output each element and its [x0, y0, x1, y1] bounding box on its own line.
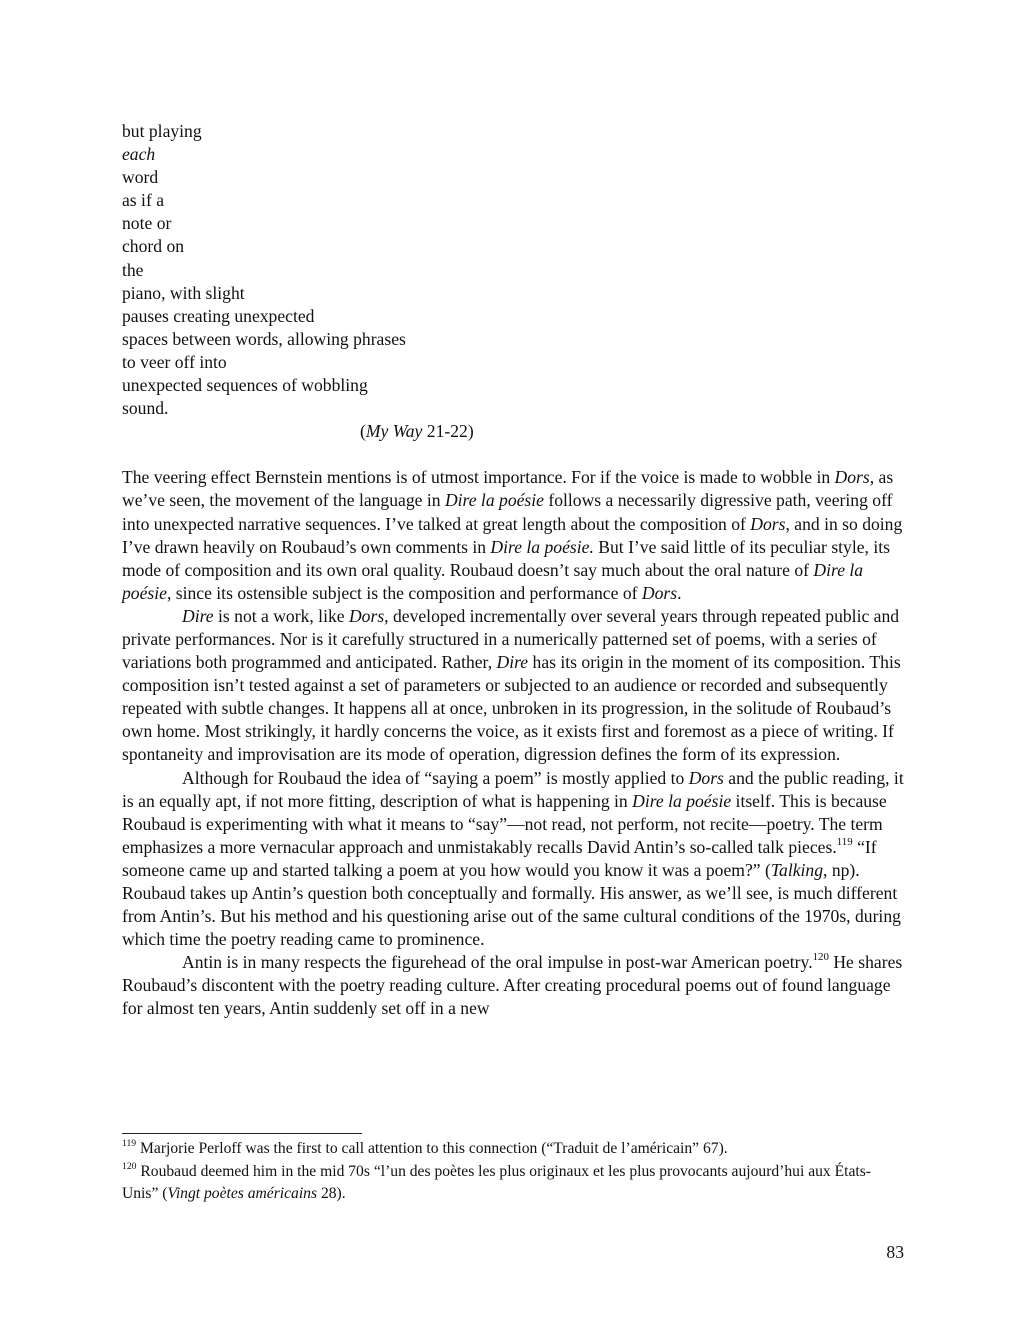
poem-line: to veer off into — [122, 351, 227, 372]
poem-line: spaces between words, allowing phrases — [122, 328, 406, 349]
body-text — [122, 466, 904, 1020]
footnotes — [122, 1138, 904, 1206]
poem-line: unexpected sequences of wobbling — [122, 375, 368, 396]
poem-line: piano, with slight — [122, 282, 245, 303]
poem-line: sound. — [122, 398, 169, 419]
footnote-119: $^{119}$ Marjorie Perloff was the first to call attention to this connection (“Traduit de l’américain” 67). — [122, 1137, 728, 1157]
footnote-divider — [122, 1133, 362, 1134]
poem-line: chord on — [122, 236, 185, 257]
poem-line: the — [122, 259, 144, 280]
footnote-number: 120 — [122, 1160, 137, 1172]
poem-line: but playing — [122, 121, 202, 141]
footnote-ref[interactable]: 120 — [812, 951, 829, 964]
footnote-ref[interactable]: 119 — [836, 835, 853, 848]
poem-citation: (My Way 21-22) — [360, 421, 474, 442]
paragraph: Although for Roubaud the idea of “saying a poem” is mostly applied to Dors and the public reading, it is an equally apt, if not more fitting, description of what is happening in Dire la poésie itself. This is because Roubaud is experimenting with what it means to “say”—not read, not perform, not recite—poetry. The term emphasizes a more vernacular approach and unmistakably recalls David Antin’s so-called talk pieces.$^{119}$ “If someone came up and started talking a poem at you how would you know it was a poem?” (Talking, np). Roubaud takes up Antin’s question both conceptually and formally. His answer, as we’ll see, is much different from Antin’s. But his method and his questioning arise out of the same cultural conditions of the 1970s, during which time the poetry reading came to prominence. — [122, 767, 904, 950]
paragraph: Dire is not a work, like Dors, developed incrementally over several years through repeated public and private performances. Nor is it carefully structured in a numerically patterned set of poems, with a series of variations both programmed and anticipated. Rather, Dire has its origin in the moment of its composition. This composition isn’t tested against a set of parameters or subjected to an audience or recorded and subsequently repeated with subtle changes. It happens all at once, unbroken in its progression, in the solitude of Roubaud’s own home. Most strikingly, it hardly concerns the voice, as it exists first and foremost as a piece of writing. If spontaneity and improvisation are its mode of operation, digression defines the form of its expression. — [122, 605, 901, 765]
poem-line: word — [122, 167, 159, 188]
poem-line: note or — [122, 213, 172, 234]
paragraph: Antin is in many respects the figurehead of the oral impulse in post-war American poetry.$^{120}$ He shares Roubaud’s discontent with the poetry reading culture. After creating procedural poems out of found language for almost ten years, Antin suddenly set off in a new — [122, 951, 903, 1019]
page-body — [122, 120, 904, 1021]
footnote-number: 119 — [122, 1137, 137, 1149]
page-number: 83 — [886, 1242, 904, 1262]
block-quote-poem — [122, 120, 904, 443]
paragraph: The veering effect Bernstein mentions is of utmost importance. For if the voice is made to wobble in Dors, as we’ve seen, the movement of the language in Dire la poésie follows a necessarily digressive path, veering off into unexpected narrative sequences. I’ve talked at great length about the composition of Dors, and in so doing I’ve drawn heavily on Roubaud’s own comments in Dire la poésie. But I’ve said little of its peculiar style, its mode of composition and its own oral quality. Roubaud doesn’t say much about the oral nature of Dire la poésie, since its ostensible subject is the composition and performance of Dors. — [122, 467, 903, 603]
poem-line: as if a — [122, 190, 165, 211]
poem-line: pauses creating unexpected — [122, 305, 315, 326]
footnote-120: $^{120}$ Roubaud deemed him in the mid 70s “l’un des poètes les plus originaux et les plus provocants aujourd’hui aux États-Unis” (Vingt poètes américains 28). — [122, 1160, 871, 1202]
poem-line: each — [122, 144, 156, 165]
